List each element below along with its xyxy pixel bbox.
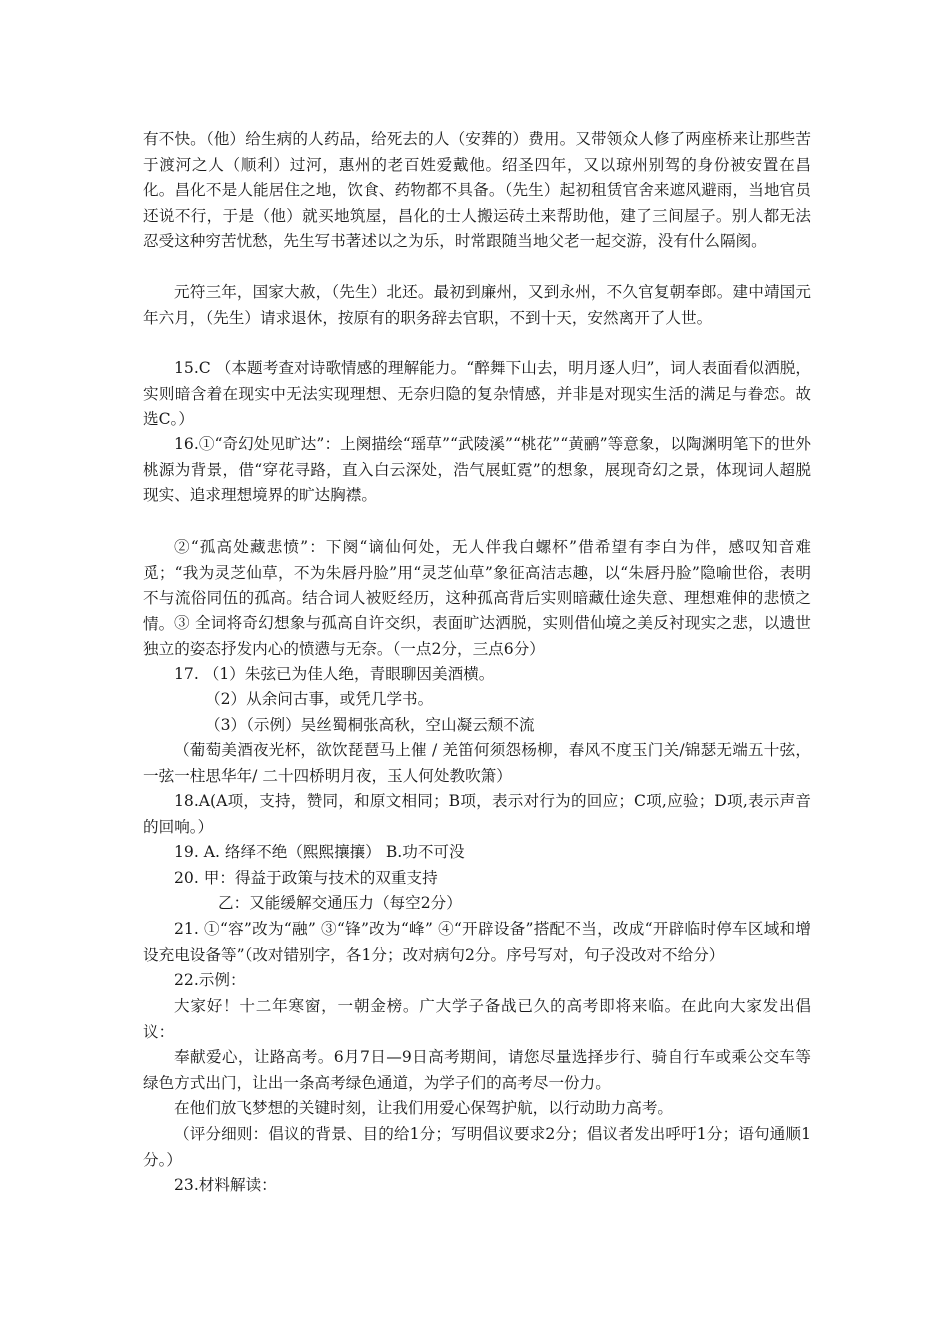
answer-22-greeting: 大家好！十二年寒窗，一朝金榜。广大学子备战已久的高考即将来临。在此向大家发出倡议：	[143, 997, 811, 1041]
answer-20-jia: 20. 甲：得益于政策与技术的双重支持	[174, 869, 438, 887]
answer-21: 21. ①“容”改为“融” ③“锋”改为“峰” ④“开辟设备”搭配不当，改成“开辟临时停车区域和增设充电设备等”（改对错别字，各1分；改对病句2分。序号写对，句子没改对不给分）	[143, 920, 811, 964]
answer-17-examples: （葡萄美酒夜光杯，欲饮琵琶马上催 / 羌笛何须怨杨柳，春风不度玉门关/锦瑟无端五十弦，一弦一柱思华年/ 二十四桥明月夜，玉人何处教吹箫）	[143, 741, 811, 785]
translation-paragraph-1: 有不快。（他）给生病的人药品，给死去的人（安葬的）费用。又带领众人修了两座桥来让那些苦于渡河之人（顺利）过河，惠州的老百姓爱戴他。绍圣四年，又以琼州别驾的身份被安置在昌化。昌化不是人能居住之地，饮食、药物都不具备。（先生）起初租赁官舍来遮风避雨，当地官员还说不行，于是（他）就买地筑屋，昌化的士人搬运砖土来帮助他，建了三间屋子。别人都无法忍受这种穷苦忧愁，先生写书著述以之为乐，时常跟随当地父老一起交游，没有什么隔阂。	[143, 130, 811, 251]
answer-16-point-3: ③ 全词将奇幻想象与孤高自许交织，表面旷达洒脱，实则借仙境之美反衬现实之悲，以遗世独立的姿态抒发内心的愤懑与无奈。（一点2分，三点6分）	[143, 614, 811, 658]
answer-17-part-2: （2）从余问古事，或凭几学书。	[205, 690, 434, 708]
answer-16-point-1: 16.①“奇幻处见旷达”：上阕描绘“瑶草”“武陵溪”“桃花”“黄鹂”等意象，以陶渊明笔下的世外桃源为背景，借“穿花寻路，直入白云深处，浩气展虹霓”的想象，展现奇幻之景，体现词人超脱现实、追求理想境界的旷达胸襟。	[143, 435, 811, 505]
answer-17-part-1: 17. （1）朱弦已为佳人绝，青眼聊因美酒横。	[174, 665, 495, 683]
answer-16-point-2: ②“孤高处藏悲愤”：下阕“谪仙何处，无人伴我白螺杯”借希望有李白为伴，感叹知音难觅；“我为灵芝仙草，不为朱唇丹脸”用“灵芝仙草”象征高洁志趣，以“朱唇丹脸”隐喻世俗，表明不与流俗同伍的孤高。结合词人被贬经历，这种孤高背后实则暗藏仕途失意、理想难伸的悲愤之情。	[143, 538, 811, 633]
answer-22-proposal: 奉献爱心，让路高考。6月7日—9日高考期间，请您尽量选择步行、骑自行车或乘公交车等绿色方式出门，让出一条高考绿色通道，为学子们的高考尽一份力。	[143, 1048, 811, 1092]
answer-22-call: 在他们放飞梦想的关键时刻，让我们用爱心保驾护航，以行动助力高考。	[174, 1099, 674, 1117]
answer-22-label: 22.示例：	[174, 971, 246, 989]
answer-19: 19. A. 络绎不绝（熙熙攘攘） B.功不可没	[174, 843, 465, 861]
answer-17-part-3: （3）（示例）吴丝蜀桐张高秋，空山凝云颓不流	[205, 716, 535, 734]
answer-22-scoring: （评分细则：倡议的背景、目的给1分；写明倡议要求2分；倡议者发出呼吁1分；语句通顺1分。）	[143, 1125, 811, 1169]
answer-15: 15.C （本题考查对诗歌情感的理解能力。“醉舞下山去，明月逐人归”，词人表面看似洒脱，实则暗含着在现实中无法实现理想、无奈归隐的复杂情感，并非是对现实生活的满足与眷恋。故选C。）	[143, 359, 811, 429]
answer-18: 18.A(A项，支持，赞同，和原文相同；B项，表示对行为的回应；C项,应验；D项,表示声音的回响。）	[143, 792, 811, 836]
answer-20-yi: 乙：又能缓解交通压力（每空2分）	[218, 894, 462, 912]
answer-23-label: 23.材料解读：	[174, 1176, 277, 1194]
translation-paragraph-2: 元符三年，国家大赦，（先生）北还。最初到廉州，又到永州，不久官复朝奉郎。建中靖国元年六月，（先生）请求退休，按原有的职务辞去官职，不到十天，安然离开了人世。	[143, 283, 811, 327]
